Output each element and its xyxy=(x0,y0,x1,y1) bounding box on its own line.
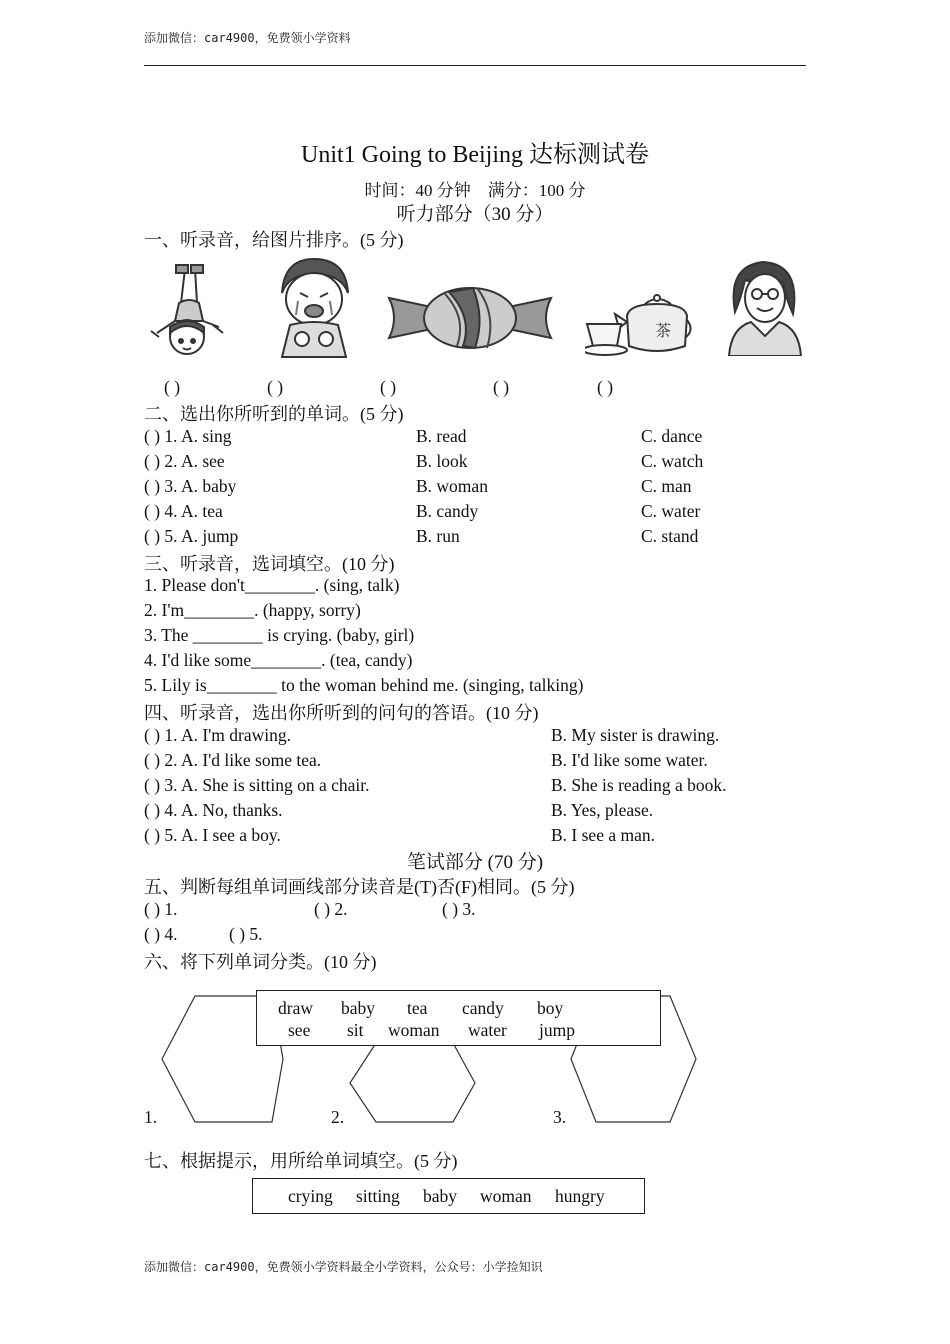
woman-image xyxy=(725,256,803,356)
sec5-heading: 五、判断每组单词画线部分读音是(T)否(F)相同。(5 分) xyxy=(144,877,575,897)
sec2-option-b: B. run xyxy=(416,526,460,546)
sec7-word: hungry xyxy=(555,1186,605,1206)
picture-answer-bracket[interactable]: ( ) xyxy=(493,377,510,397)
sec7-word: crying xyxy=(288,1186,333,1206)
word-bank-word: tea xyxy=(407,998,428,1018)
sec4-option-b: B. I'd like some water. xyxy=(551,750,708,770)
sec2-option-b: B. candy xyxy=(416,501,479,521)
sec4-option-b: B. She is reading a book. xyxy=(551,775,727,795)
word-bank-word: sit xyxy=(347,1020,364,1040)
sec5-answer: ( ) 1. xyxy=(144,899,178,919)
exam-meta: 时间：40 分钟 满分：100 分 xyxy=(364,181,586,200)
word-bank-word: boy xyxy=(537,998,564,1018)
picture-answer-bracket[interactable]: ( ) xyxy=(597,377,614,397)
sec2-option-b: B. woman xyxy=(416,476,488,496)
category-label: 3. xyxy=(553,1107,567,1127)
sec6-heading: 六、将下列单词分类。(10 分) xyxy=(144,952,377,972)
sec5-answer: ( ) 4. xyxy=(144,924,178,944)
sec4-option-a: ( ) 1. A. I'm drawing. xyxy=(144,725,292,745)
sec2-question: ( ) 1. A. sing xyxy=(144,426,232,446)
crying-child-image xyxy=(272,253,356,359)
sec4-option-a: ( ) 4. A. No, thanks. xyxy=(144,800,283,820)
sec5-answer: ( ) 3. xyxy=(442,899,476,919)
written-part-heading: 笔试部分 (70 分) xyxy=(406,852,544,873)
svg-text:茶: 茶 xyxy=(655,321,672,340)
word-bank-word: jump xyxy=(539,1020,575,1040)
header-rule xyxy=(144,65,806,66)
hexagon-2 xyxy=(350,1043,475,1122)
sec4-option-a: ( ) 5. A. I see a boy. xyxy=(144,825,281,845)
sec5-answer: ( ) 2. xyxy=(314,899,348,919)
header-note: 添加微信：car4900，免费领小学资料 xyxy=(144,31,351,45)
picture-answer-bracket[interactable]: ( ) xyxy=(164,377,181,397)
word-bank-word: draw xyxy=(278,998,313,1018)
sec4-option-b: B. Yes, please. xyxy=(551,800,654,820)
word-bank-word: water xyxy=(468,1020,507,1040)
sec4-option-b: B. My sister is drawing. xyxy=(551,725,720,745)
sec2-option-b: B. read xyxy=(416,426,467,446)
sec3-item: 4. I'd like some________. (tea, candy) xyxy=(144,650,413,670)
sec7-word: baby xyxy=(423,1186,458,1206)
sec2-heading: 二、选出你所听到的单词。(5 分) xyxy=(144,404,404,424)
sec3-item: 2. I'm________. (happy, sorry) xyxy=(144,600,361,620)
listening-part-heading: 听力部分（30 分） xyxy=(396,204,554,225)
sec3-item: 5. Lily is________ to the woman behind me. (singing, talking) xyxy=(144,675,584,695)
sec7-word-box xyxy=(252,1178,645,1214)
sec2-question: ( ) 5. A. jump xyxy=(144,526,239,546)
sec4-option-a: ( ) 2. A. I'd like some tea. xyxy=(144,750,322,770)
sec2-question: ( ) 4. A. tea xyxy=(144,501,223,521)
sec2-option-c: C. water xyxy=(641,501,701,521)
word-bank-word: woman xyxy=(388,1020,440,1040)
sec4-heading: 四、听录音，选出你所听到的问句的答语。(10 分) xyxy=(144,703,539,723)
word-bank-box xyxy=(256,990,661,1046)
word-bank-word: see xyxy=(288,1020,311,1040)
picture-answer-bracket[interactable]: ( ) xyxy=(267,377,284,397)
page-title: Unit1 Going to Beijing 达标测试卷 xyxy=(301,142,649,168)
candy-image xyxy=(387,284,553,352)
sec7-word: woman xyxy=(480,1186,532,1206)
category-label: 1. xyxy=(144,1107,158,1127)
sec7-word: sitting xyxy=(356,1186,400,1206)
sec1-heading: 一、听录音，给图片排序。(5 分) xyxy=(144,230,404,250)
sec2-question: ( ) 2. A. see xyxy=(144,451,225,471)
sec2-option-c: C. dance xyxy=(641,426,703,446)
footer-note: 添加微信：car4900，免费领小学资料最全小学资料，公众号：小学捡知识 xyxy=(144,1260,543,1274)
sec3-heading: 三、听录音，选词填空。(10 分) xyxy=(144,554,395,574)
sec4-option-b: B. I see a man. xyxy=(551,825,655,845)
sec2-option-c: C. watch xyxy=(641,451,704,471)
boy-handstand-image xyxy=(143,263,235,359)
picture-answer-bracket[interactable]: ( ) xyxy=(380,377,397,397)
sec2-option-c: C. stand xyxy=(641,526,699,546)
category-label: 2. xyxy=(331,1107,345,1127)
sec4-option-a: ( ) 3. A. She is sitting on a chair. xyxy=(144,775,370,795)
sec3-item: 3. The ________ is crying. (baby, girl) xyxy=(144,625,415,645)
sec7-heading: 七、根据提示，用所给单词填空。(5 分) xyxy=(144,1151,458,1171)
tea-set-image xyxy=(585,290,693,358)
sec5-answer: ( ) 5. xyxy=(229,924,263,944)
sec3-item: 1. Please don't________. (sing, talk) xyxy=(144,575,400,595)
sec2-option-b: B. look xyxy=(416,451,468,471)
sec2-question: ( ) 3. A. baby xyxy=(144,476,237,496)
word-bank-word: baby xyxy=(341,998,376,1018)
word-bank-word: candy xyxy=(462,998,504,1018)
sec2-option-c: C. man xyxy=(641,476,692,496)
